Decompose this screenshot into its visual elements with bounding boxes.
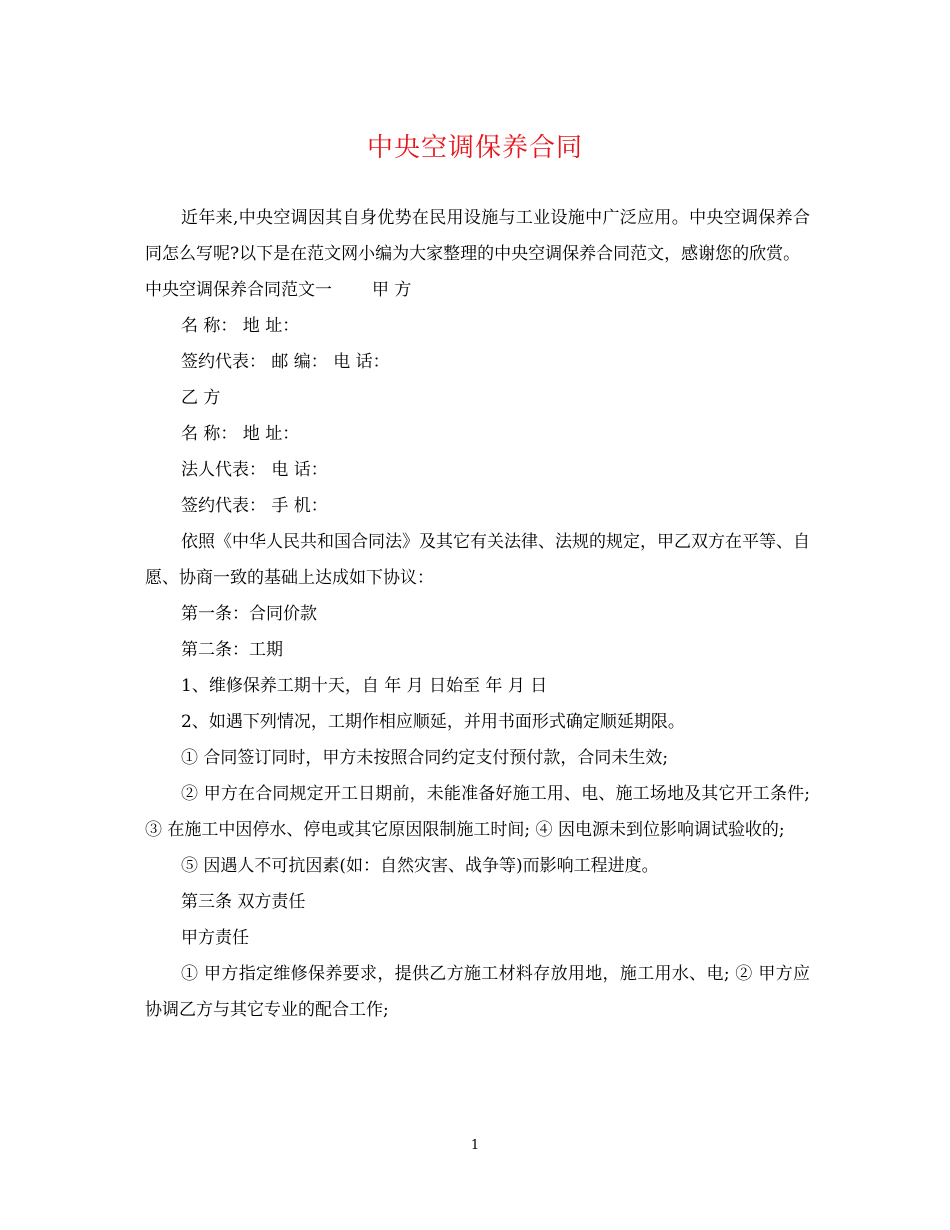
article-2-item-2: 2、如遇下列情况，工期作相应顺延，并用书面形式确定顺延期限。 bbox=[181, 712, 685, 732]
sample-heading-line bbox=[145, 272, 810, 308]
article-3: 第三条 双方责任 bbox=[181, 892, 306, 912]
party-b-legal-representative: 法人代表： 电 话： bbox=[181, 460, 328, 480]
article-2: 第二条：工期 bbox=[181, 640, 283, 660]
party-a-representative: 签约代表： 邮 编： 电 话： bbox=[181, 352, 390, 372]
condition-5: ⑤ 因遇人不可抗因素(如：自然灾害、战争等)而影响工程进度。 bbox=[181, 856, 659, 876]
intro-paragraph: 近年来,中央空调因其自身优势在民用设施与工业设施中广泛应用。中央空调保养合同怎么写呢?以下是在范文网小编为大家整理的中央空调保养合同范文，感谢您的欣赏。 bbox=[145, 208, 810, 264]
party-b-label: 乙 方 bbox=[181, 388, 221, 408]
party-a-label: 甲 方 bbox=[372, 280, 412, 300]
party-b-representative: 签约代表： 手 机： bbox=[181, 496, 328, 516]
article-1: 第一条：合同价款 bbox=[181, 604, 317, 624]
party-a-duty-title: 甲方责任 bbox=[181, 928, 249, 948]
condition-2-4: ② 甲方在合同规定开工日期前，未能准备好施工用、电、施工场地及其它开工条件; ③ 在施工中因停水、停电或其它原因限制施工时间; ④ 因电源未到位影响调试验收的; bbox=[145, 784, 810, 840]
document-title: 中央空调保养合同 bbox=[366, 133, 583, 163]
party-b-name-address: 名 称： 地 址： bbox=[181, 424, 300, 444]
party-a-name-address: 名 称： 地 址： bbox=[181, 316, 300, 336]
legal-basis-paragraph: 依照《中华人民共和国合同法》及其它有关法律、法规的规定，甲乙双方在平等、自愿、协商一致的基础上达成如下协议： bbox=[145, 532, 810, 588]
condition-1: ① 合同签订同时，甲方未按照合同约定支付预付款，合同未生效; bbox=[181, 748, 669, 768]
document-body bbox=[145, 200, 810, 1028]
article-2-item-1: 1、维修保养工期十天，自 年 月 日始至 年 月 日 bbox=[181, 676, 548, 696]
sample-heading: 中央空调保养合同范文一 bbox=[145, 280, 332, 300]
party-a-duty: ① 甲方指定维修保养要求，提供乙方施工材料存放用地，施工用水、电; ② 甲方应协调乙方与其它专业的配合工作; bbox=[145, 964, 810, 1020]
page-number: 1 bbox=[470, 1138, 480, 1153]
